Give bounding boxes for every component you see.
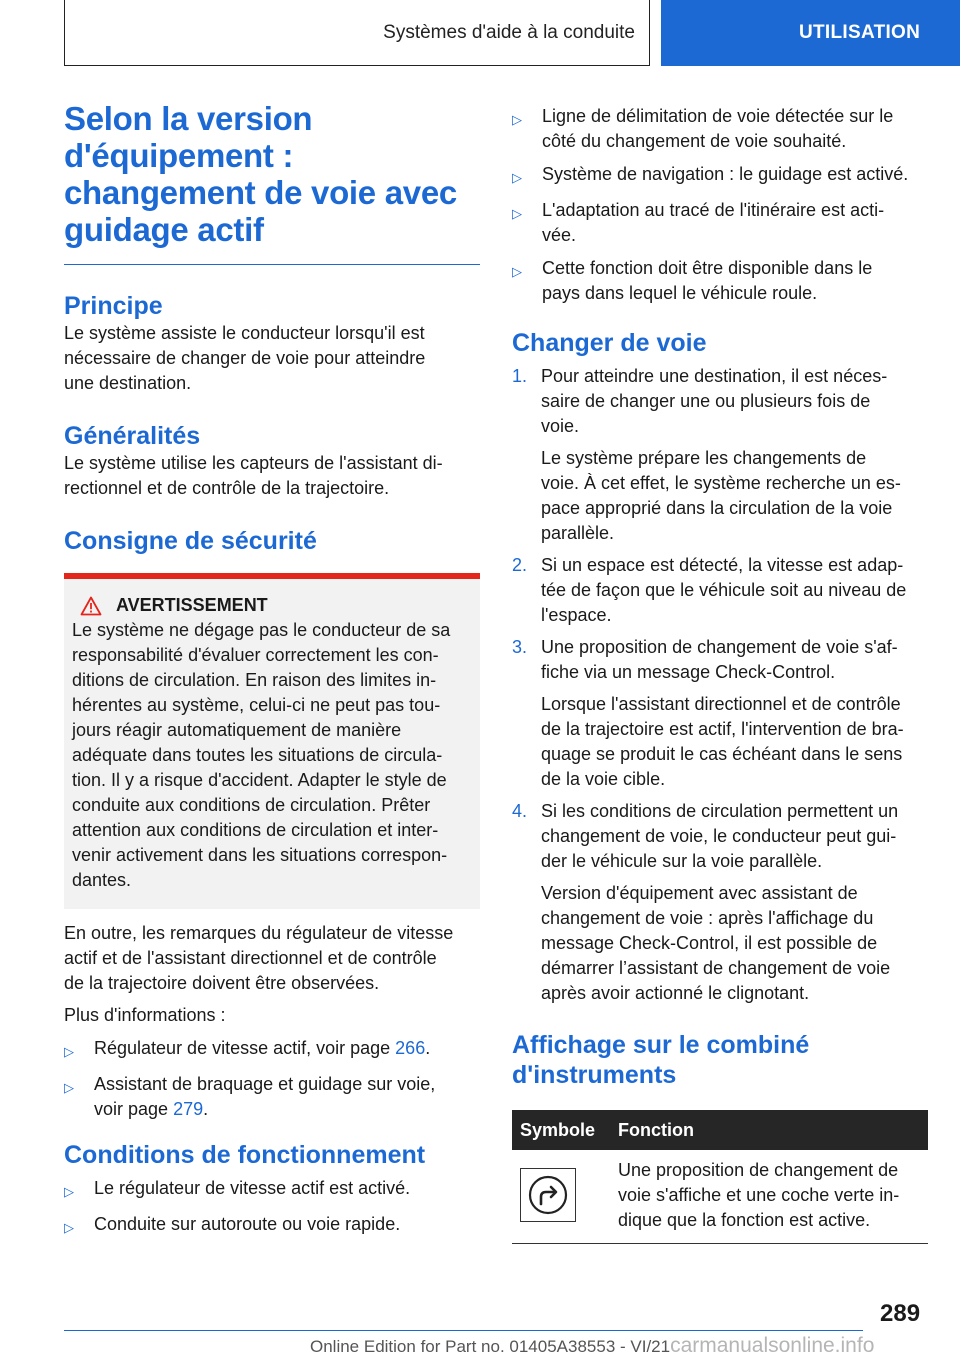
triangle-bullet-icon: ▷ — [64, 1184, 74, 1199]
left-column — [64, 100, 480, 1240]
condition-item: ▷ Cette fonction doit être disponible dans le pays dans lequel le véhicule roule. — [512, 256, 928, 306]
header-chapter-box — [661, 0, 960, 66]
heading-consigne: Consigne de sécurité — [64, 527, 317, 555]
right-column — [512, 104, 928, 1244]
symbol-table — [512, 1110, 928, 1244]
plus-info-text: Plus d'informations : — [64, 1005, 226, 1025]
warning-text: Le système ne dégage pas le conducteur de sa responsabilité d'évaluer correctement les con- ditions de circulation. En raison des limites in- hérentes au système, celui-ci ne peut pas tou- jours réagir automatiquement de manière adéquate dans toutes les situations de circula- tion. Il y a risque d'accident. Adapter le style de conduite aux conditions de circulation. Prêter attention aux conditions de circulation et inter- venir activement dans les situations correspon- dantes. — [72, 620, 451, 890]
table-cell-fonction: Une proposition de changement de voie s'affiche et une coche verte in- dique que la fonction est active. — [618, 1160, 900, 1230]
warning-title: AVERTISSEMENT — [72, 595, 472, 616]
page-title: Selon la version d'équipement : changement de voie avec guidage actif — [64, 100, 457, 248]
condition-item: ▷ L'adaptation au tracé de l'itinéraire est acti- vée. — [512, 198, 928, 248]
triangle-bullet-icon: ▷ — [512, 206, 522, 221]
triangle-bullet-icon: ▷ — [64, 1080, 74, 1095]
watermark: carmanualsonline.info — [670, 1334, 875, 1357]
col-header-fonction: Fonction — [618, 1119, 694, 1140]
remarques-text: En outre, les remarques du régulateur de vitesse actif et de l'assistant directionnel et de contrôle de la trajectoire doivent être observées. — [64, 923, 454, 993]
warning-box — [64, 579, 480, 909]
step-item: 4. Si les conditions de circulation permettent un changement de voie, le conducteur peut gui- der le véhicule sur la voie parallèle. — [512, 801, 899, 871]
condition-item: ▷ Le régulateur de vitesse actif est activé. — [64, 1176, 480, 1204]
heading-conditions: Conditions de fonctionnement — [64, 1141, 426, 1169]
header-section-title: Systèmes d'aide à la conduite — [383, 21, 635, 43]
col-header-symbole: Symbole — [520, 1119, 596, 1140]
table-row — [512, 1150, 928, 1244]
triangle-bullet-icon: ▷ — [64, 1044, 74, 1059]
header-section-box — [64, 0, 650, 66]
step-note: Version d'équipement avec assistant de changement de voie : après l'affichage du message Check-Control, il est possible de démarrer l’assistant de changement de voie après avoir actionné le clignotant. — [541, 883, 891, 1003]
table-header — [512, 1110, 928, 1150]
triangle-bullet-icon: ▷ — [512, 264, 522, 279]
triangle-bullet-icon: ▷ — [512, 112, 522, 127]
ref-item: ▷ Régulateur de vitesse actif, voir page 266. — [64, 1036, 480, 1064]
triangle-bullet-icon: ▷ — [512, 170, 522, 185]
warning-triangle-icon — [80, 596, 102, 616]
ref-item: ▷ Assistant de braquage et guidage sur voie, voir page 279. — [64, 1072, 480, 1122]
condition-item: ▷ Système de navigation : le guidage est activé. — [512, 162, 928, 190]
condition-item: ▷ Ligne de délimitation de voie détectée sur le côté du changement de voie souhaité. — [512, 104, 928, 154]
triangle-bullet-icon: ▷ — [64, 1220, 74, 1235]
header-chapter-title: UTILISATION — [799, 22, 921, 43]
page-number: 289 — [880, 1300, 921, 1327]
heading-changer-de-voie: Changer de voie — [512, 329, 707, 357]
page-link-266[interactable]: 266 — [395, 1038, 426, 1058]
page-link-279[interactable]: 279 — [173, 1099, 204, 1119]
footer-edition: Online Edition for Part no. 01405A38553 - VI/21carmanualsonline.info — [310, 1334, 875, 1357]
heading-affichage: Affichage sur le combiné d'instruments — [512, 1031, 810, 1089]
step-note: Le système prépare les changements de voie. À cet effet, le système recherche un es- pace approprié dans la circulation de la voie parallèle. — [541, 448, 901, 543]
title-divider — [64, 264, 480, 265]
principe-text: Le système assiste le conducteur lorsqu'il est nécessaire de changer de voie pour atteindre une destination. — [64, 323, 426, 393]
generalites-text: Le système utilise les capteurs de l'assistant di- rectionnel et de contrôle de la trajectoire. — [64, 453, 443, 498]
condition-item: ▷ Conduite sur autoroute ou voie rapide. — [64, 1212, 480, 1240]
heading-generalites: Généralités — [64, 422, 201, 450]
heading-principe: Principe — [64, 292, 163, 320]
lane-change-arrow-icon — [520, 1168, 576, 1222]
step-item: 2. Si un espace est détecté, la vitesse est adap- tée de façon que le véhicule soit au niveau de l'espace. — [512, 555, 907, 625]
step-note: Lorsque l'assistant directionnel et de contrôle de la trajectoire est actif, l'intervention de bra- quage se produit le cas échéant dans le sens de la voie cible. — [541, 694, 904, 789]
step-item: 3. Une proposition de changement de voie s'af- fiche via un message Check-Control. — [512, 637, 898, 682]
step-item: 1. Pour atteindre une destination, il est néces- saire de changer une ou plusieurs fois de voie. — [512, 366, 888, 436]
footer-divider — [64, 1330, 863, 1331]
